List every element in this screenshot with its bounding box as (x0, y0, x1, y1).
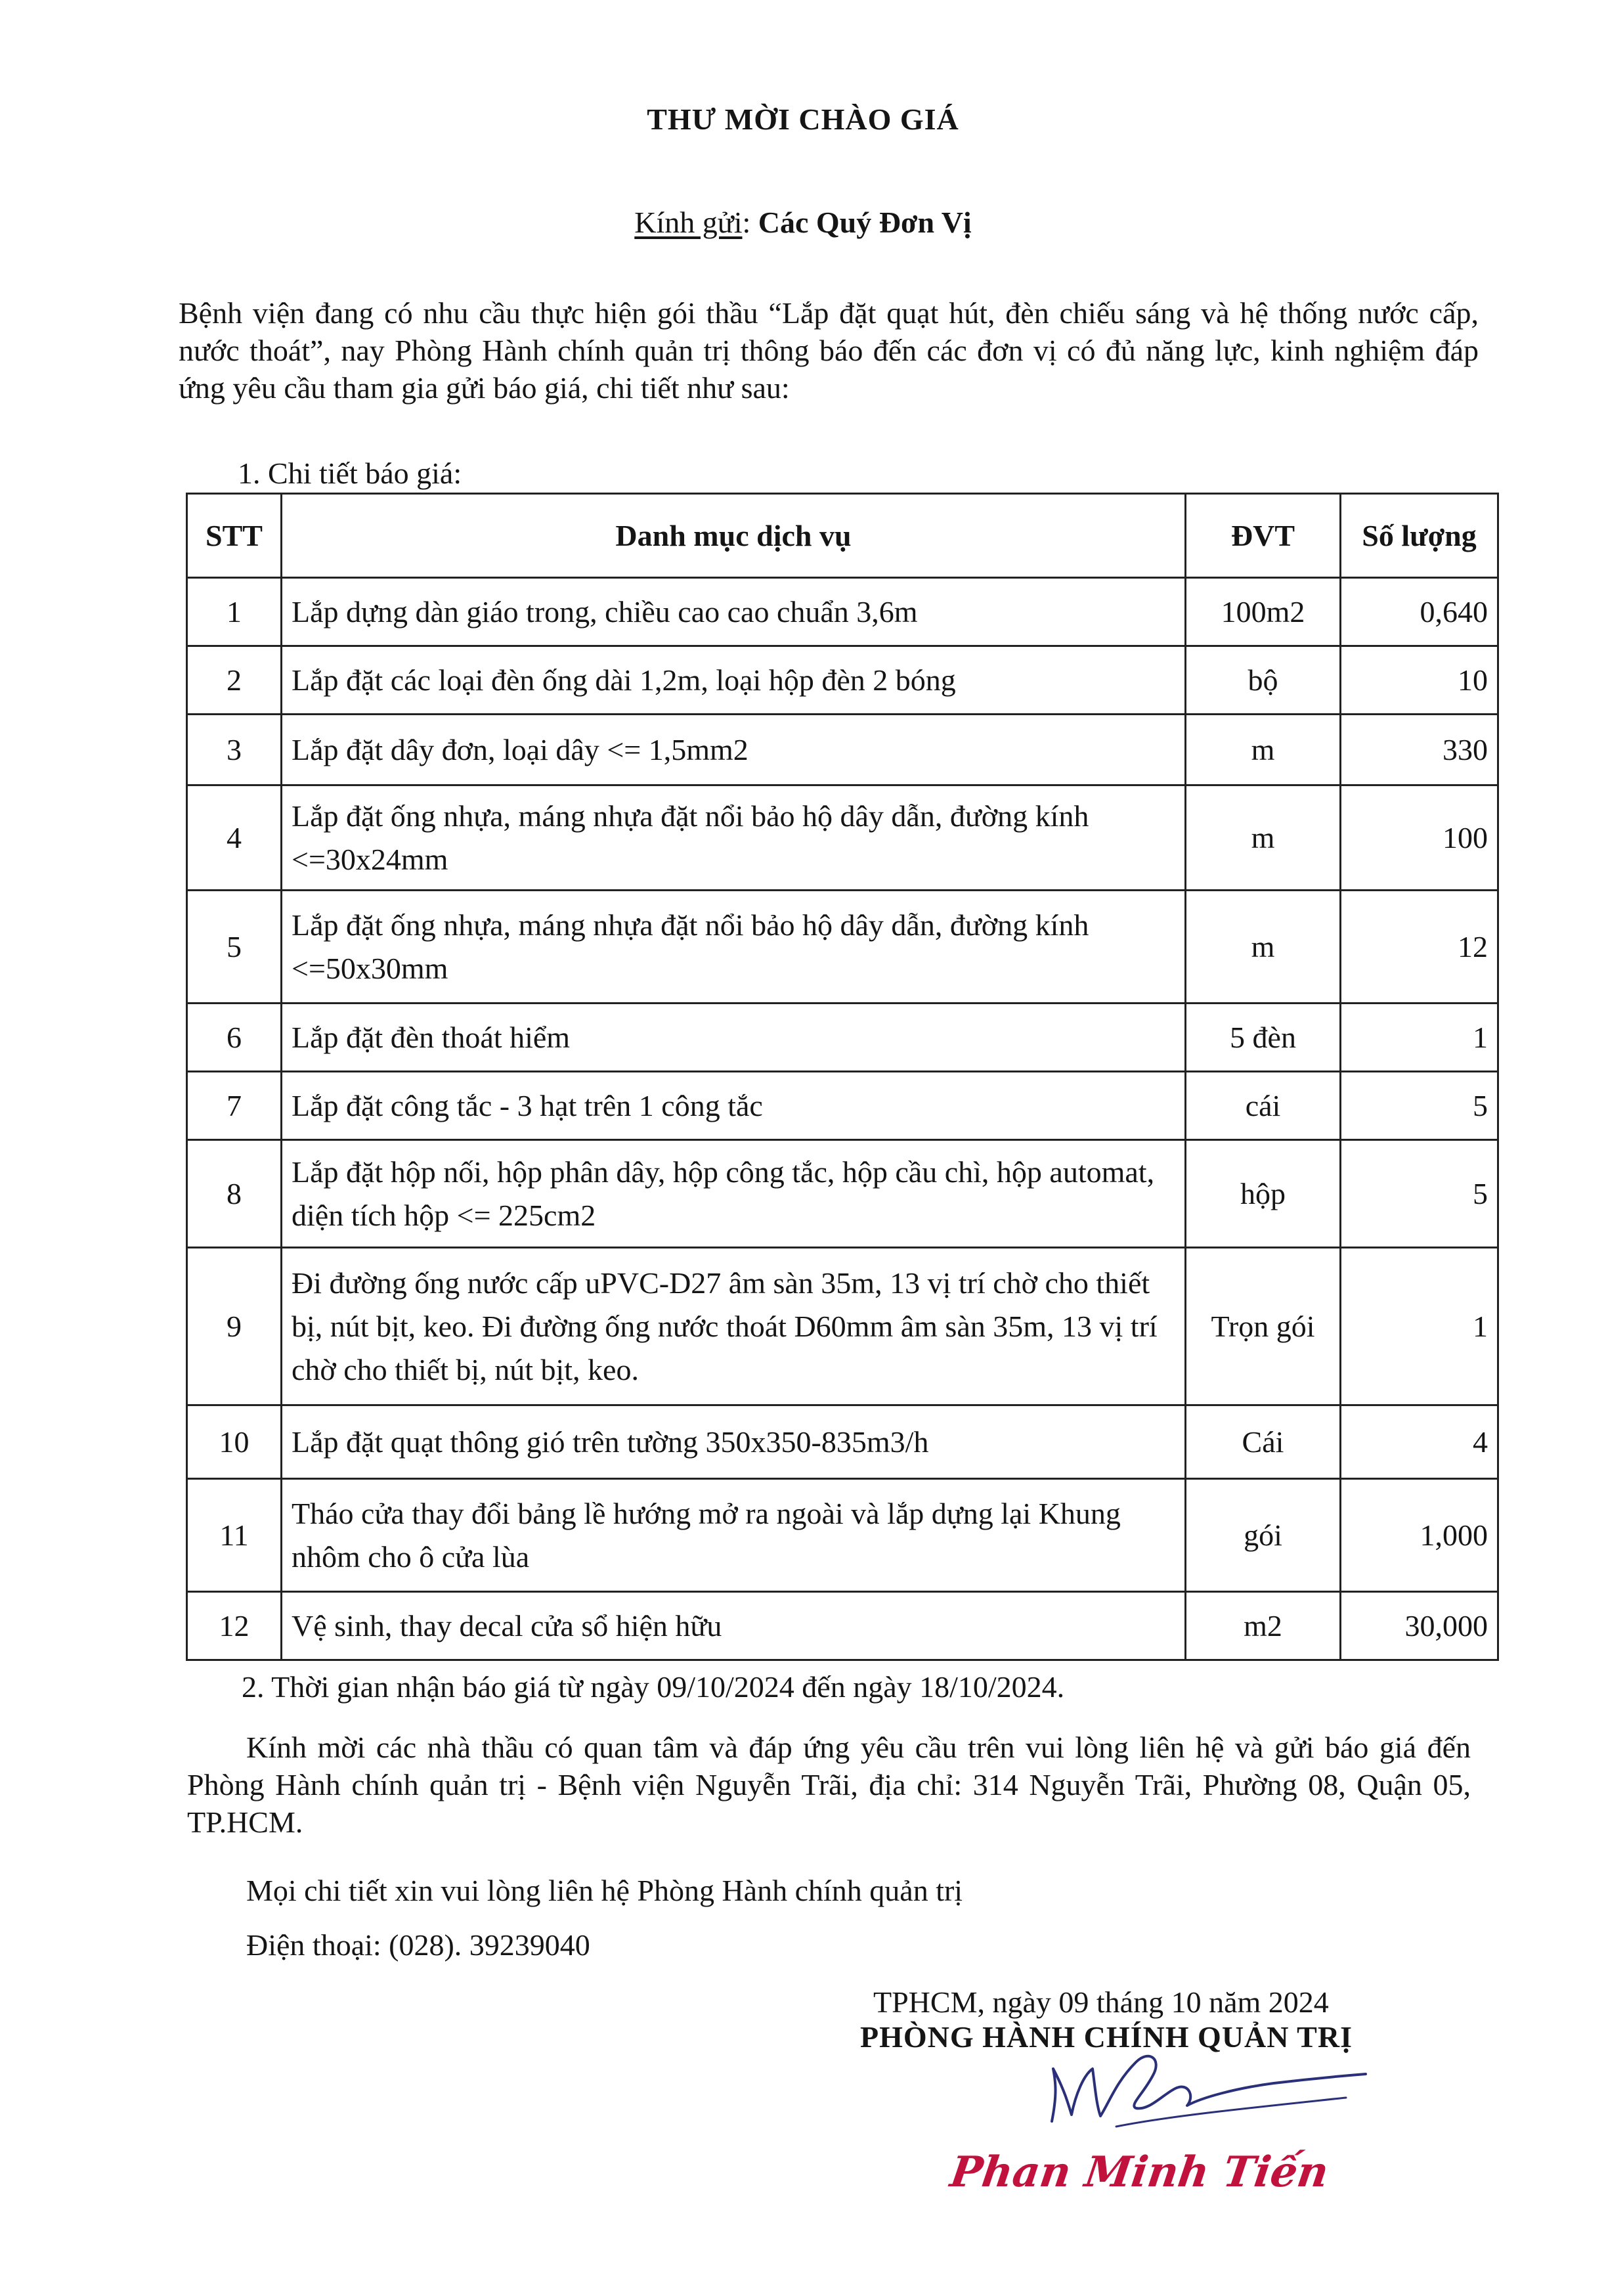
intro-paragraph: Bệnh viện đang có nhu cầu thực hiện gói thầu “Lắp đặt quạt hút, đèn chiếu sáng và hệ thống nước cấp, nước thoát”, nay Phòng Hành chính quản trị thông báo đến các đơn vị có đủ năng lực, kinh nghiệm đáp ứng yêu cầu tham gia gửi báo giá, chi tiết như sau: (179, 296, 1479, 405)
row-service-name: Lắp đặt đèn thoát hiểm (282, 1004, 1186, 1072)
phone-line: Điện thoại: (028). 39239040 (246, 1928, 590, 1962)
row-service-name: Lắp đặt hộp nối, hộp phân dây, hộp công tắc, hộp cầu chì, hộp automat, diện tích hộp <= 225cm2 (282, 1140, 1186, 1248)
row-service-name: Tháo cửa thay đổi bảng lề hướng mở ra ngoài và lắp dựng lại Khung nhôm cho ô cửa lùa (282, 1479, 1186, 1592)
row-service-name: Lắp đặt quạt thông gió trên tường 350x350-835m3/h (282, 1405, 1186, 1479)
table-row (187, 1004, 1498, 1072)
row-unit: 5 đèn (1186, 1004, 1341, 1072)
row-unit: 100m2 (1186, 578, 1341, 646)
row-stt: 7 (187, 1072, 282, 1140)
row-quantity: 5 (1341, 1140, 1498, 1248)
row-stt: 12 (187, 1592, 282, 1660)
quote-table (186, 493, 1499, 1661)
row-quantity: 30,000 (1341, 1592, 1498, 1660)
row-stt: 8 (187, 1140, 282, 1248)
row-quantity: 5 (1341, 1072, 1498, 1140)
row-service-name: Vệ sinh, thay decal cửa sổ hiện hữu (282, 1592, 1186, 1660)
row-unit: Cái (1186, 1405, 1341, 1479)
header-stt: STT (187, 494, 282, 578)
row-quantity: 1 (1341, 1004, 1498, 1072)
row-stt: 2 (187, 646, 282, 715)
row-quantity: 10 (1341, 646, 1498, 715)
table-row (187, 578, 1498, 646)
table-row (187, 1479, 1498, 1592)
row-stt: 9 (187, 1248, 282, 1405)
signer-name: Phan Minh Tiến (947, 2148, 1332, 2197)
row-quantity: 1,000 (1341, 1479, 1498, 1592)
row-stt: 1 (187, 578, 282, 646)
place-and-date: TPHCM, ngày 09 tháng 10 năm 2024 (873, 1985, 1329, 2019)
row-stt: 4 (187, 785, 282, 891)
table-row (187, 1592, 1498, 1660)
row-unit: hộp (1186, 1140, 1341, 1248)
row-quantity: 100 (1341, 785, 1498, 891)
document-title: THƯ MỜI CHÀO GIÁ (647, 102, 959, 136)
row-unit: m2 (1186, 1592, 1341, 1660)
row-unit: bộ (1186, 646, 1341, 715)
header-unit: ĐVT (1186, 494, 1341, 578)
row-service-name: Lắp đặt ống nhựa, máng nhựa đặt nổi bảo hộ dây dẫn, đường kính <=50x30mm (282, 891, 1186, 1004)
row-service-name: Đi đường ống nước cấp uPVC-D27 âm sàn 35m, 13 vị trí chờ cho thiết bị, nút bịt, keo. Đi đường ống nước thoát D60mm âm sàn 35m, 13 vị trí chờ cho thiết bị, nút bịt, keo. (282, 1248, 1186, 1405)
table-header-row (187, 494, 1498, 578)
row-unit: m (1186, 891, 1341, 1004)
section-2-deadline: 2. Thời gian nhận báo giá từ ngày 09/10/2024 đến ngày 18/10/2024. (242, 1670, 1065, 1704)
row-quantity: 4 (1341, 1405, 1498, 1479)
row-unit: Trọn gói (1186, 1248, 1341, 1405)
row-service-name: Lắp đặt các loại đèn ống dài 1,2m, loại hộp đèn 2 bóng (282, 646, 1186, 715)
table-row (187, 1140, 1498, 1248)
row-service-name: Lắp đặt công tắc - 3 hạt trên 1 công tắc (282, 1072, 1186, 1140)
greeting (0, 205, 1606, 240)
row-unit: cái (1186, 1072, 1341, 1140)
greeting-label: Kính gửi (634, 206, 743, 239)
row-unit: gói (1186, 1479, 1341, 1592)
invitation-paragraph: Kính mời các nhà thầu có quan tâm và đáp ứng yêu cầu trên vui lòng liên hệ và gửi báo giá đến Phòng Hành chính quản trị - Bệnh viện Nguyễn Trãi, địa chỉ: 314 Nguyễn Trãi, Phường 08, Quận 05, TP.HCM. (187, 1731, 1471, 1839)
signing-department: PHÒNG HÀNH CHÍNH QUẢN TRỊ (860, 2020, 1353, 2054)
greeting-recipient: Các Quý Đơn Vị (758, 206, 972, 239)
row-stt: 10 (187, 1405, 282, 1479)
row-service-name: Lắp đặt dây đơn, loại dây <= 1,5mm2 (282, 715, 1186, 785)
row-service-name: Lắp đặt ống nhựa, máng nhựa đặt nổi bảo hộ dây dẫn, đường kính <=30x24mm (282, 785, 1186, 891)
table-row (187, 1072, 1498, 1140)
table-row (187, 715, 1498, 785)
table-row (187, 785, 1498, 891)
row-quantity: 330 (1341, 715, 1498, 785)
table-row (187, 1405, 1498, 1479)
table-row (187, 646, 1498, 715)
row-unit: m (1186, 715, 1341, 785)
row-quantity: 0,640 (1341, 578, 1498, 646)
table-row (187, 891, 1498, 1004)
row-service-name: Lắp dựng dàn giáo trong, chiều cao cao chuẩn 3,6m (282, 578, 1186, 646)
handwritten-signature (1037, 2042, 1379, 2148)
row-quantity: 12 (1341, 891, 1498, 1004)
row-unit: m (1186, 785, 1341, 891)
contact-line: Mọi chi tiết xin vui lòng liên hệ Phòng Hành chính quản trị (246, 1874, 963, 1907)
row-stt: 11 (187, 1479, 282, 1592)
section-1-heading: 1. Chi tiết báo giá: (238, 456, 462, 490)
header-service-name: Danh mục dịch vụ (282, 494, 1186, 578)
row-stt: 3 (187, 715, 282, 785)
greeting-separator: : (742, 206, 758, 239)
row-stt: 5 (187, 891, 282, 1004)
row-quantity: 1 (1341, 1248, 1498, 1405)
table-row (187, 1248, 1498, 1405)
header-quantity: Số lượng (1341, 494, 1498, 578)
row-stt: 6 (187, 1004, 282, 1072)
